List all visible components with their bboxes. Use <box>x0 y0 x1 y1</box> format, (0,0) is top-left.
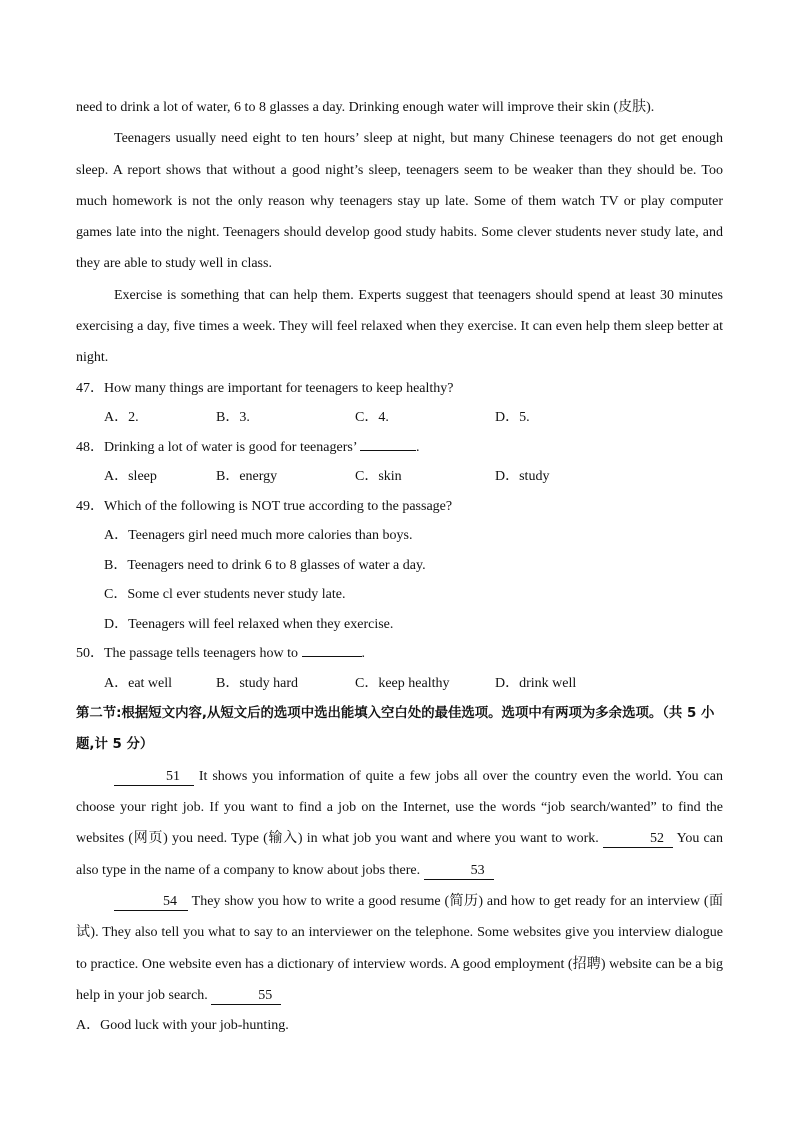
blank-51: 51 <box>114 769 194 786</box>
answer-blank <box>302 656 362 657</box>
question-49-option-b: B．Teenagers need to drink 6 to 8 glasses of water a day. <box>104 557 426 573</box>
passage-paragraph-3: Exercise is something that can help them. Experts suggest that teenagers should spend at least 30 minutes exercising a day, five times a week. They will feel relaxed when they exercise. It can even help them sleep better at night. <box>76 287 723 366</box>
option-a: A．eat well <box>104 675 173 691</box>
question-47-stem: 47．How many things are important for teenagers to keep healthy? <box>76 380 454 396</box>
question-47-options <box>104 403 723 433</box>
question-49-option-d: D．Teenagers will feel relaxed when they exercise. <box>104 616 394 632</box>
option-c: C．keep healthy <box>355 675 450 691</box>
passage-paragraph-1: need to drink a lot of water, 6 to 8 glasses a day. Drinking enough water will improve their skin (皮肤). <box>76 100 655 115</box>
question-48-options <box>104 462 723 492</box>
question-50-stem <box>76 639 723 669</box>
stem-text: 48．Drinking a lot of water is good for teenagers’ <box>76 439 360 455</box>
question-48-stem <box>76 433 723 463</box>
option-c: C．4. <box>355 410 389 426</box>
question-50-options <box>104 669 723 699</box>
blank-52: 52 <box>603 831 673 848</box>
blank-53: 53 <box>424 863 494 880</box>
section-2-heading: 第二节:根据短文内容,从短文后的选项中选出能填入空白处的最佳选项。选项中有两项为多余选项。（共 5 小题,计 5 分） <box>76 706 715 753</box>
option-a: A．sleep <box>104 469 157 485</box>
option-b: B．3. <box>216 410 250 426</box>
option-d: D．study <box>495 469 550 485</box>
paragraph-text: It shows you information of quite a few jobs all over the country even the world. You can choose your right job. If you want to find a job on the Internet, use the words “job search/wanted” to find the websites (网页) you need. Type (输入) in what job you want and where you want to work. <box>76 768 723 847</box>
section-2-paragraph-2 <box>76 886 723 1011</box>
blank-54: 54 <box>114 894 188 911</box>
section-2-paragraph-1 <box>76 761 723 886</box>
question-49-option-c: C．Some cl ever students never study late. <box>104 587 346 603</box>
paragraph-text: They show you how to write a good resume (简历) and how to get ready for an interview (面试). They also tell you what to say to an interviewer on the telephone. Some websites give you interview dialogue to practice. One website even has a dictionary of interview words. A good employment (招聘) website can be a big help in your job search. <box>76 893 723 1003</box>
question-49-stem: 49．Which of the following is NOT true according to the passage? <box>76 498 453 514</box>
option-b: B．energy <box>216 469 278 485</box>
stem-end: . <box>361 646 365 662</box>
blank-55: 55 <box>211 988 281 1005</box>
option-a: A．2. <box>104 410 139 426</box>
exam-page <box>76 92 723 1041</box>
option-c: C．skin <box>355 469 402 485</box>
stem-end: . <box>415 439 420 455</box>
option-b: B．study hard <box>216 675 299 691</box>
paragraph-text: You can also type in the name of a company to know about jobs there. <box>76 831 723 878</box>
stem-text: 50．The passage tells teenagers how to <box>76 646 302 662</box>
option-d: D．drink well <box>495 675 577 691</box>
question-49-option-a: A．Teenagers girl need much more calories than boys. <box>104 528 413 544</box>
passage-paragraph-2: Teenagers usually need eight to ten hours’ sleep at night, but many Chinese teenagers do not get enough sleep. A report shows that without a good night’s sleep, teenagers seem to be weaker than they should be. Too much homework is not the only reason why teenagers stay up late. Some of them watch TV or play computer games late into the night. Teenagers should develop good study habits. Some clever students never study late, and they are able to study well in class. <box>76 131 723 272</box>
answer-blank <box>360 450 416 451</box>
section-2-option-a: A．Good luck with your job-hunting. <box>76 1018 289 1034</box>
option-d: D．5. <box>495 410 530 426</box>
